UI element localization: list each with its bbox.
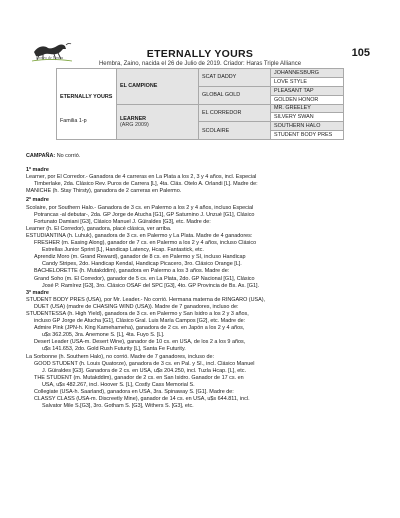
text-line: Fortunato Damiani [G3], Clásico Manuel J. Güiraldes [G3], etc. Madre de: [34, 218, 211, 225]
text-line: Learner, por El Corredor.- Ganadora de 4 carreras en La Plata a los 2, 3 y 4 años, incl. Especial [26, 174, 257, 181]
text-line: BACHELORETTE (h. Mutakddim), ganadora en Palermo a los 3 años. Madre de: [34, 268, 230, 275]
text-line: Salvator Mile S.[G3], 3ro. Gotham S. [G3], Withers S. [G3], etc. [42, 403, 194, 410]
text-line: José P. Ramírez [G3], 3ro. Clásico OSAF del SPC [G3], 4to. GP Provincia de Bs. As. [G1]. [42, 282, 260, 289]
text-line: STUDENT BODY PRES (USA), por Mr. Leader.- No corrió. Hermana materna de RINGARO (USA), [26, 296, 266, 303]
campaign-label: CAMPAÑA: [26, 153, 56, 159]
text-line: Collegiate (USA-h. Saarland), ganadora en USA, 3ra. Spinaway S. [G1]. Madre de: [34, 389, 234, 395]
pedigree-sire-sire: SCAT DADDY [199, 69, 271, 87]
pedigree-dam-sire: EL CORREDOR [199, 104, 271, 122]
text-line: CLASSY CLASS (USA-m. Discreetly Mine), ganador de 14 cs. en USA, u$s 644.811, incl. [34, 396, 250, 403]
pedigree-horse-name: ETERNALLY YOURS [60, 94, 113, 100]
section-heading: 3ª madre [26, 289, 49, 296]
text-line: Candy Stripes, 2do. Handicap Kendal, Handicap Picacero, 3ro. Clásico Orange [L]. [42, 261, 242, 268]
pedigree-dam-cell [117, 104, 199, 140]
pedigree-g4-4: GOLDEN HONOR [271, 95, 344, 104]
text-line: DUET (USA) (madre de CHASING WIND (USA)). Madre de 7 ganadores, incluso de: [34, 303, 239, 310]
text-line: Grand Soho (m. El Corredor), ganador de 5 cs. en La Plata, 2do. GP Nacional [G1], Clásico [34, 275, 255, 282]
pedigree-g4-1: JOHANNESBURG [271, 69, 344, 78]
text-line: FRESHER (m. Easing Along), ganador de 7 cs. en Palermo a los 2 y 4 años, incluso Clásico [34, 240, 257, 247]
text-line: USA, u$s 482.267, incl. Hoover S. [L], Costly Cass Memorial S. [42, 381, 195, 388]
pedigree-table [56, 68, 344, 140]
pedigree-g4-8: STUDENT BODY PRES [271, 131, 344, 140]
section-heading: 1ª madre [26, 167, 49, 174]
text-line: THE STUDENT (m. Mutakddim), ganador de 2 cs. en San Isidro. Ganador de 17 cs. en [34, 374, 244, 381]
text-line: GOOD STUDENT (h. Louis Quatorze), ganadora de 3 cs. en Pal. y SI., incl. Clásico Manuel [34, 360, 255, 367]
pedigree-dam: LEARNER [120, 115, 147, 122]
text-line: Desert Leader (USA-m. Desert Wine), ganador de 10 cs. en USA, de los 2 a los 9 años, [34, 339, 246, 346]
text-line: STUDENTESSA (h. High Yield), ganadora de 3 cs. en Palermo y San Isidro a los 2 y 3 años, [26, 310, 249, 317]
pedigree-g4-3: PLEASANT TAP [271, 86, 344, 95]
logo-text: Centro de Ventas [36, 55, 64, 60]
pedigree-g4-2: LOVE STYLE [271, 77, 344, 86]
pedigree-g4-5: MR. GREELEY [271, 104, 344, 113]
pedigree-dam-year: (ARG 2009) [120, 121, 149, 128]
pedigree-g4-6: SILVERY SWAN [271, 113, 344, 122]
pedigree-family: Familia 1-p [60, 118, 87, 124]
section-heading: 2ª madre [26, 197, 49, 204]
pedigree-sire: EL CAMPIONE [117, 69, 199, 105]
horse-details: Hembra, Zaino, nacida el 26 de Julio de 2019. Criador: Haras Triple Alliance [98, 61, 302, 67]
text-line: Timberlake, 2da. Clásico Rev. Puros de Carrera [L], 4ta. Clás. Otelo A. Orlandi [L]. Madre de: [34, 181, 258, 188]
text-line: u$s 362.205, 3ra. Anemone S. [L], 4ta. Fuyo S. [L]. [42, 332, 165, 339]
text-line: Aprendiz Moro (m. Grand Reward), ganador de 8 cs. en Palermo y SI, incluso Handicap [34, 254, 246, 261]
produce-record [26, 153, 376, 410]
text-line: ESTUDIANTINA (h. Luhuk), ganadora de 3 cs. en Palermo y La Plata. Madre de 4 ganadores: [26, 232, 253, 239]
pedigree-horse-cell [57, 69, 117, 140]
campaign [26, 153, 376, 160]
text-line: Estrellas Junior Sprint [L], Handicap Latency, Hcap. Fantastick, etc. [42, 247, 204, 254]
page-title: ETERNALLY YOURS [146, 48, 254, 60]
text-line: Learner (h. El Corredor), ganadora, placé clásica, ver arriba. [26, 225, 172, 232]
text-line: J. Güiraldes [G3]. Ganadora de 2 cs. en USA, u$s 204.250, incl. Tuzla Hcap. [L], etc. [42, 367, 247, 374]
text-line: Potrancas -al debutar-, 2da. GP Jorge de Atucha [G1], GP Saturnino J. Unzué [G1], Clásico [34, 211, 255, 218]
campaign-value: No corrió. [56, 153, 81, 159]
pedigree-dam-dam: SCOLAIRE [199, 122, 271, 140]
pedigree-sire-dam: GLOBAL GOLD [199, 86, 271, 104]
pedigree-g4-7: SOUTHERN HALO [271, 122, 344, 131]
text-line: u$s 141.653, 2do. Gold Rush Futurity [L], Santa Fe Futurity. [42, 346, 186, 353]
lot-number: 105 [351, 47, 370, 59]
text-line: La Sorbonne (h. Southern Halo), no corrió. Madre de 7 ganadores, incluso de: [26, 353, 215, 360]
text-line: Scolaire, por Southern Halo.- Ganadora de 3 cs. en Palermo a los 2 y 4 años, incluso Especial [26, 204, 254, 211]
text-line: MANICHE (h. Stay Thirsty), ganadora de 2 carreras en Palermo. [26, 188, 182, 195]
text-line: Admire Pink (JPN-h. King Kamehameha), ganadora de 2 cs. en Japón a los 2 y 4 años, [34, 325, 245, 332]
text-line: incluso GP Jorge de Atucha [G1], Clásico Gral. Luis María Campos [G2], etc. Madre de: [34, 318, 246, 325]
